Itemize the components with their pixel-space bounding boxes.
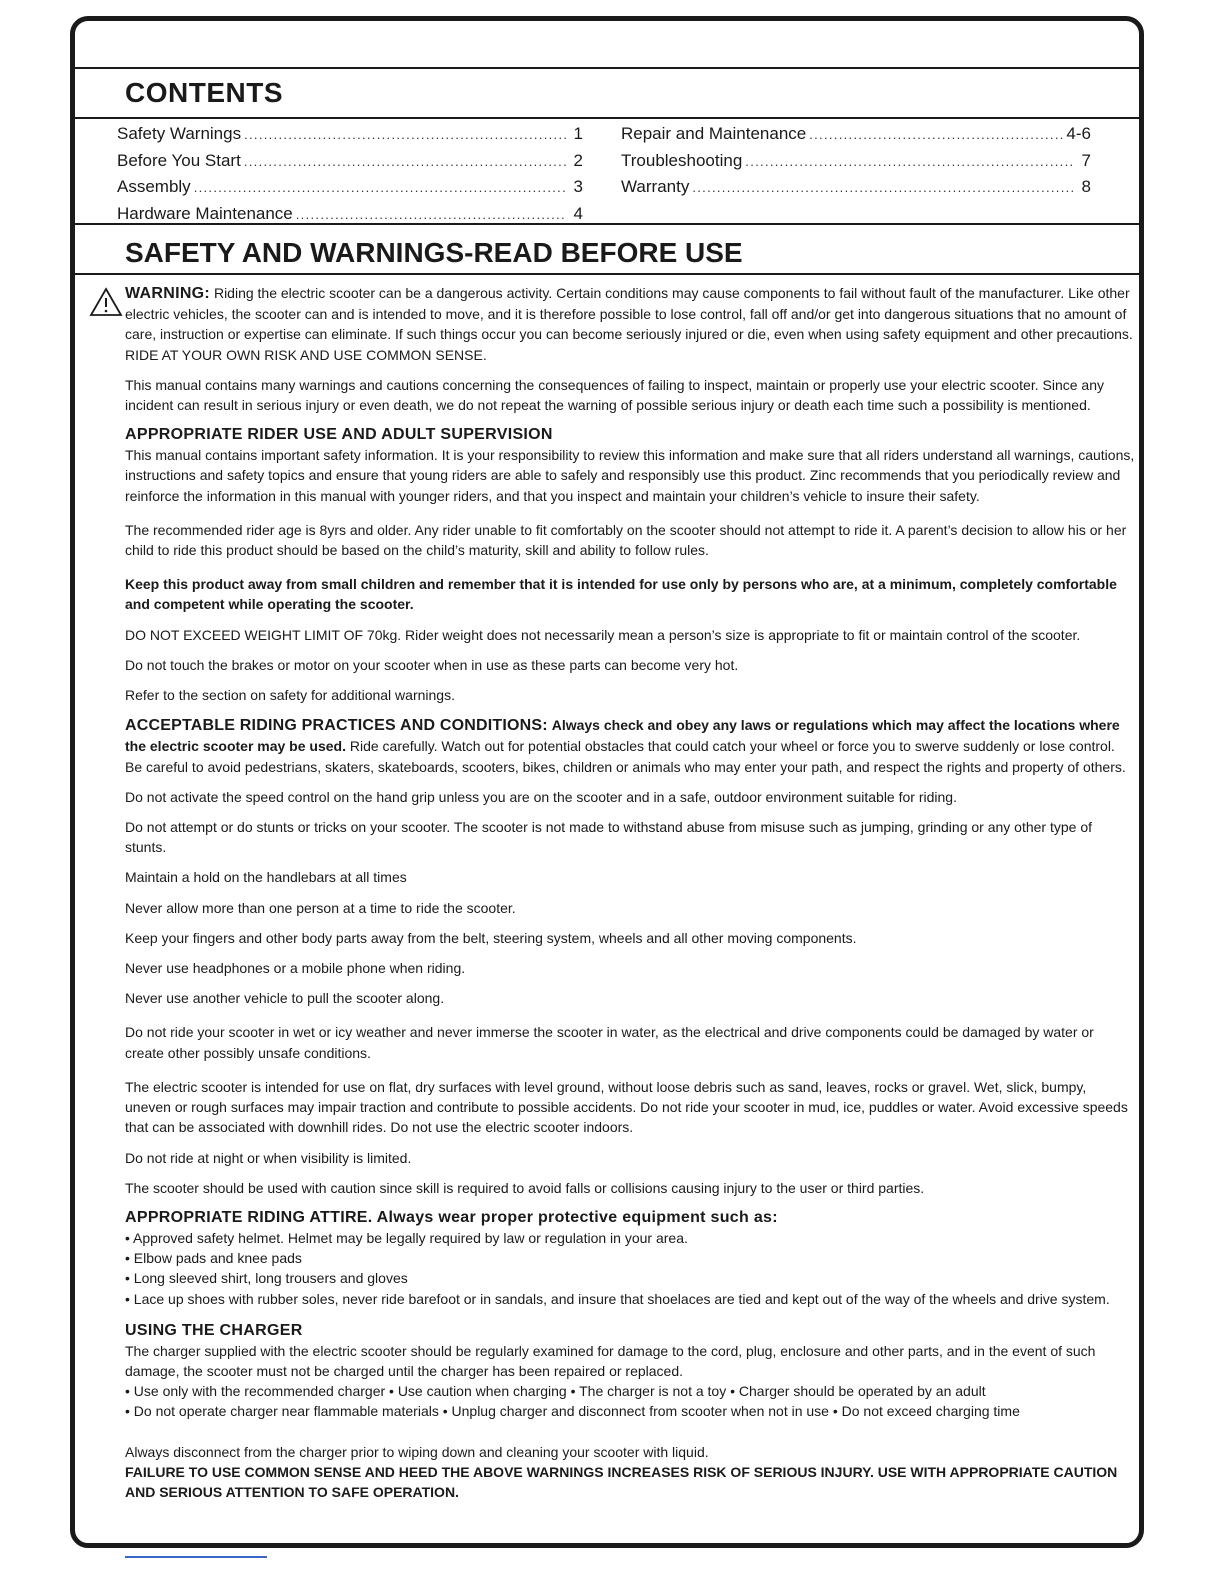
list-item: • Long sleeved shirt, long trousers and gloves <box>125 1268 1135 1288</box>
list-item: • Use only with the recommended charger • Use caution when charging • The charger is not a toy • Charger should be operated by an adult <box>125 1381 1135 1401</box>
practices-paragraph <box>125 715 1135 777</box>
list-item: • Elbow pads and knee pads <box>125 1248 1135 1268</box>
rider-heading: APPROPRIATE RIDER USE AND ADULT SUPERVISION <box>125 426 553 444</box>
disconnect-note: Always disconnect from the charger prior to wiping down and cleaning your scooter with liquid. <box>125 1443 709 1460</box>
warning-triangle-icon <box>89 287 123 317</box>
toc-page: 1 <box>573 124 583 143</box>
toc-entry[interactable] <box>117 121 583 148</box>
toc-page: 3 <box>573 177 583 197</box>
toc-entry[interactable] <box>117 148 583 175</box>
safety-title: SAFETY AND WARNINGS-READ BEFORE USE <box>125 237 743 268</box>
charger-text: The charger supplied with the electric scooter should be regularly examined for damage to the cord, plug, enclosure and other parts, and in the event of such damage, the scooter must not be charged until the charger has been repaired or replaced. <box>125 1342 1096 1379</box>
toc-label: Safety Warnings <box>117 124 242 143</box>
divider-safety-top <box>75 223 1139 225</box>
toc-left-column <box>117 121 583 228</box>
refer-note: Refer to the section on safety for additional warnings. <box>125 687 455 704</box>
rider-bold-paragraph: Keep this product away from small children and remember that it is intended for use only by persons who are, at a minimum, completely comfortable and competent while operating the scooter. <box>125 576 1117 613</box>
page-frame <box>70 16 1144 1548</box>
toc-label: Hardware Maintenance <box>117 204 293 224</box>
toc-label: Troubleshooting <box>621 150 743 170</box>
toc-page: 2 <box>573 150 583 170</box>
toc-label: Repair and Maintenance <box>621 124 807 143</box>
rule-item: Never allow more than one person at a time to ride the scooter. <box>125 899 516 916</box>
list-item: • Do not operate charger near flammable materials • Unplug charger and disconnect from scooter when not in use • Do not exceed charging time <box>125 1401 1135 1421</box>
toc-label: Before You Start <box>117 150 241 170</box>
rule-item: Never use another vehicle to pull the scooter along. <box>125 990 445 1007</box>
rider-paragraph-2: The recommended rider age is 8yrs and older. Any rider unable to fit comfortably on the scooter should not attempt to ride it. A parent’s decision to allow his or her child to ride this product should be based on the child’s maturity, skill and ability to follow rules. <box>125 521 1127 559</box>
caution-note: The scooter should be used with caution since skill is required to avoid falls or collisions causing injury to the user or third parties. <box>125 1179 925 1196</box>
rule-item: Maintain a hold on the handlebars at all times <box>125 869 407 886</box>
rule-item: Never use headphones or a mobile phone when riding. <box>125 960 466 977</box>
rule-item: Keep your fingers and other body parts away from the belt, steering system, wheels and all other moving components. <box>125 929 857 946</box>
list-item: • Approved safety helmet. Helmet may be legally required by law or regulation in your area. <box>125 1228 1135 1248</box>
divider-contents <box>75 117 1139 119</box>
divider-top <box>75 67 1139 69</box>
weight-limit: DO NOT EXCEED WEIGHT LIMIT OF 70kg. Rider weight does not necessarily mean a person’s size is appropriate to fit or maintain control of the scooter. <box>125 626 1081 643</box>
toc-right-column <box>621 121 1091 201</box>
practices-bold: Always check and obey any laws or regulations which may affect the locations where the electric scooter may be used. <box>125 717 1120 755</box>
divider-safety-bottom <box>75 273 1139 275</box>
rule-item: Do not activate the speed control on the hand grip unless you are on the scooter and in a safe, outdoor environment suitable for riding. <box>125 788 957 805</box>
attire-list <box>125 1228 1135 1309</box>
manual-note: This manual contains many warnings and cautions concerning the consequences of failing to inspect, maintain or properly use your electric scooter. Since any incident can result in serious injury or even death, we do not repeat the warning of possible serious injury or death each time such a possibility is mentioned. <box>125 376 1104 414</box>
charger-heading: USING THE CHARGER <box>125 1321 303 1339</box>
charger-list <box>125 1381 1135 1421</box>
night-warning: Do not ride at night or when visibility is limited. <box>125 1149 412 1166</box>
toc-label: Warranty <box>621 177 690 197</box>
warning-text: Riding the electric scooter can be a dangerous activity. Certain conditions may cause components to fail without fault of the manufacturer. Like other electric vehicles, the scooter can and is intended to move, and it is therefore possible to lose control, fall off and/or get into dangerous situations that no amount of care, instruction or expertise can eliminate. If such things occur you can become seriously injured or die, even when using safety equipment and other precautions. RIDE AT YOUR OWN RISK AND USE COMMON SENSE. <box>125 285 1133 363</box>
rider-paragraph-1: This manual contains important safety information. It is your responsibility to review this information and make sure that all riders understand all warnings, cautions, instructions and safety topics and ensure that young riders are able to safely and responsibly use this product. Zinc recommends that you periodically review and reinforce the information in this manual with younger riders, and that you inspect and maintain your children’s vehicle to insure their safety. <box>125 447 1135 504</box>
toc-entry[interactable] <box>621 148 1091 175</box>
toc-entry[interactable] <box>621 121 1091 148</box>
surfaces-warning: The electric scooter is intended for use on flat, dry surfaces with level ground, without loose debris such as sand, leaves, rocks or gravel. Wet, slick, bumpy, uneven or rough surfaces may impair traction and contribute to possible accidents. Do not ride your scooter in mud, ice, puddles or water. Avoid excessive speeds that can be associated with downhill rides. Do not use the electric scooter indoors. <box>125 1078 1128 1136</box>
warning-paragraph <box>125 283 1135 365</box>
toc-label: Assembly <box>117 177 191 197</box>
toc-page: 7 <box>1081 150 1091 170</box>
hot-parts-warning: Do not touch the brakes or motor on your scooter when in use as these parts can become very hot. <box>125 656 739 673</box>
attire-heading: APPROPRIATE RIDING ATTIRE. Always wear proper protective equipment such as: <box>125 1208 778 1226</box>
toc-page: 8 <box>1081 177 1091 197</box>
contents-title: CONTENTS <box>125 77 283 108</box>
practices-text: Ride carefully. Watch out for potential obstacles that could catch your wheel or force you to swerve suddenly or lose control. Be careful to avoid pedestrians, skaters, skateboards, scooters, bikes, children or animals who may enter your path, and respect the rights and property of others. <box>125 738 1126 775</box>
toc-page: 4-6 <box>1066 124 1091 143</box>
safety-body <box>125 283 1135 1512</box>
practices-heading: ACCEPTABLE RIDING PRACTICES AND CONDITIONS: <box>125 717 548 735</box>
list-item: • Lace up shoes with rubber soles, never ride barefoot or in sandals, and insure that shoelaces are tied and kept out of the way of the wheels and drive system. <box>125 1289 1135 1309</box>
weather-warning: Do not ride your scooter in wet or icy weather and never immerse the scooter in water, as the electrical and drive components could be damaged by water or create other possibly unsafe conditions. <box>125 1024 1094 1061</box>
toc-page: 4 <box>573 204 583 224</box>
toc-entry[interactable] <box>621 174 1091 201</box>
toc-entry[interactable] <box>117 174 583 201</box>
link-underline <box>125 1556 267 1558</box>
final-warning: FAILURE TO USE COMMON SENSE AND HEED THE ABOVE WARNINGS INCREASES RISK OF SERIOUS INJURY. USE WITH APPROPRIATE CAUTION AND SERIOUS ATTENTION TO SAFE OPERATION. <box>125 1463 1118 1500</box>
rule-item: Do not attempt or do stunts or tricks on your scooter. The scooter is not made to withstand abuse from misuse such as jumping, grinding or any other type of stunts. <box>125 819 1093 856</box>
warning-label: WARNING: <box>125 285 211 302</box>
